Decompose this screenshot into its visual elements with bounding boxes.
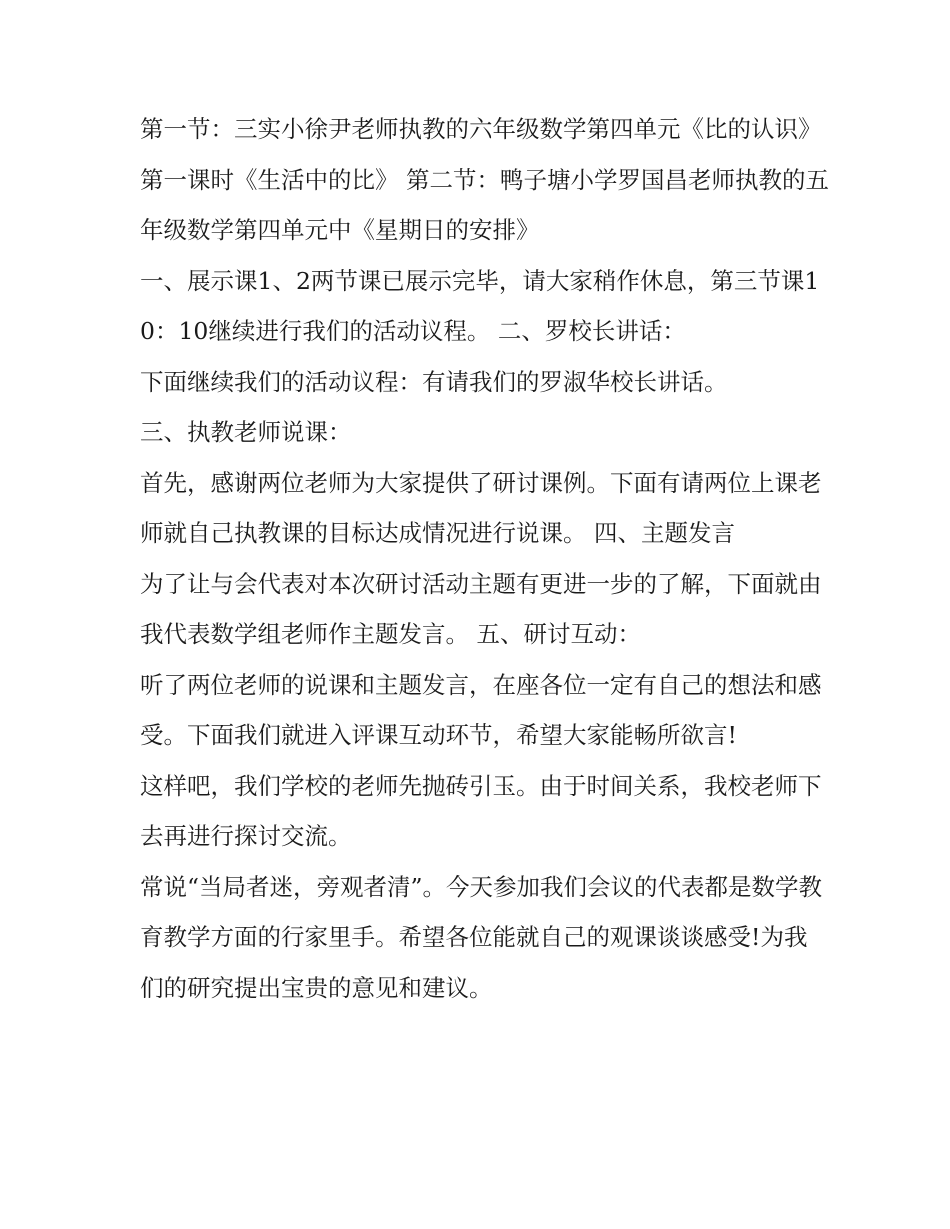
- paragraph-principal-speech: 下面继续我们的活动议程：有请我们的罗淑华校长讲话。: [140, 367, 728, 396]
- heading-section-three: 三、执教老师说课：: [140, 418, 352, 446]
- paragraph-discussion: 听了两位老师的说课和主题发言，在座各位一定有自己的想法和感受。下面我们就进入评课互动环节，希望大家能畅所欲言!: [140, 670, 822, 749]
- document-body: [140, 104, 830, 1013]
- paragraph-section-one: 一、展示课1、2两节课已展示完毕，请大家稍作休息，第三节课10：10继续进行我们的活动议程。 二、罗校长讲话：: [140, 266, 820, 345]
- paragraph-teacher-presentation: 首先，感谢两位老师为大家提供了研讨课例。下面有请两位上课老师就自己执教课的目标达成情况进行说课。 四、主题发言: [140, 468, 822, 547]
- paragraph-lesson-intro: 第一节：三实小徐尹老师执教的六年级数学第四单元《比的认识》第一课时《生活中的比》 第二节：鸭子塘小学罗国昌老师执教的五年级数学第四单元中《星期日的安排》: [140, 115, 829, 244]
- paragraph-theme-speech: 为了让与会代表对本次研讨活动主题有更进一步的了解，下面就由我代表数学组老师作主题发言。 五、研讨互动：: [140, 569, 822, 648]
- paragraph-closing: 常说“当局者迷，旁观者清”。今天参加我们会议的代表都是数学教育教学方面的行家里手。希望各位能就自己的观课谈谈感受!为我们的研究提出宝贵的意见和建议。: [140, 872, 823, 1002]
- paragraph-school-teachers: 这样吧，我们学校的老师先抛砖引玉。由于时间关系，我校老师下去再进行探讨交流。: [140, 771, 822, 850]
